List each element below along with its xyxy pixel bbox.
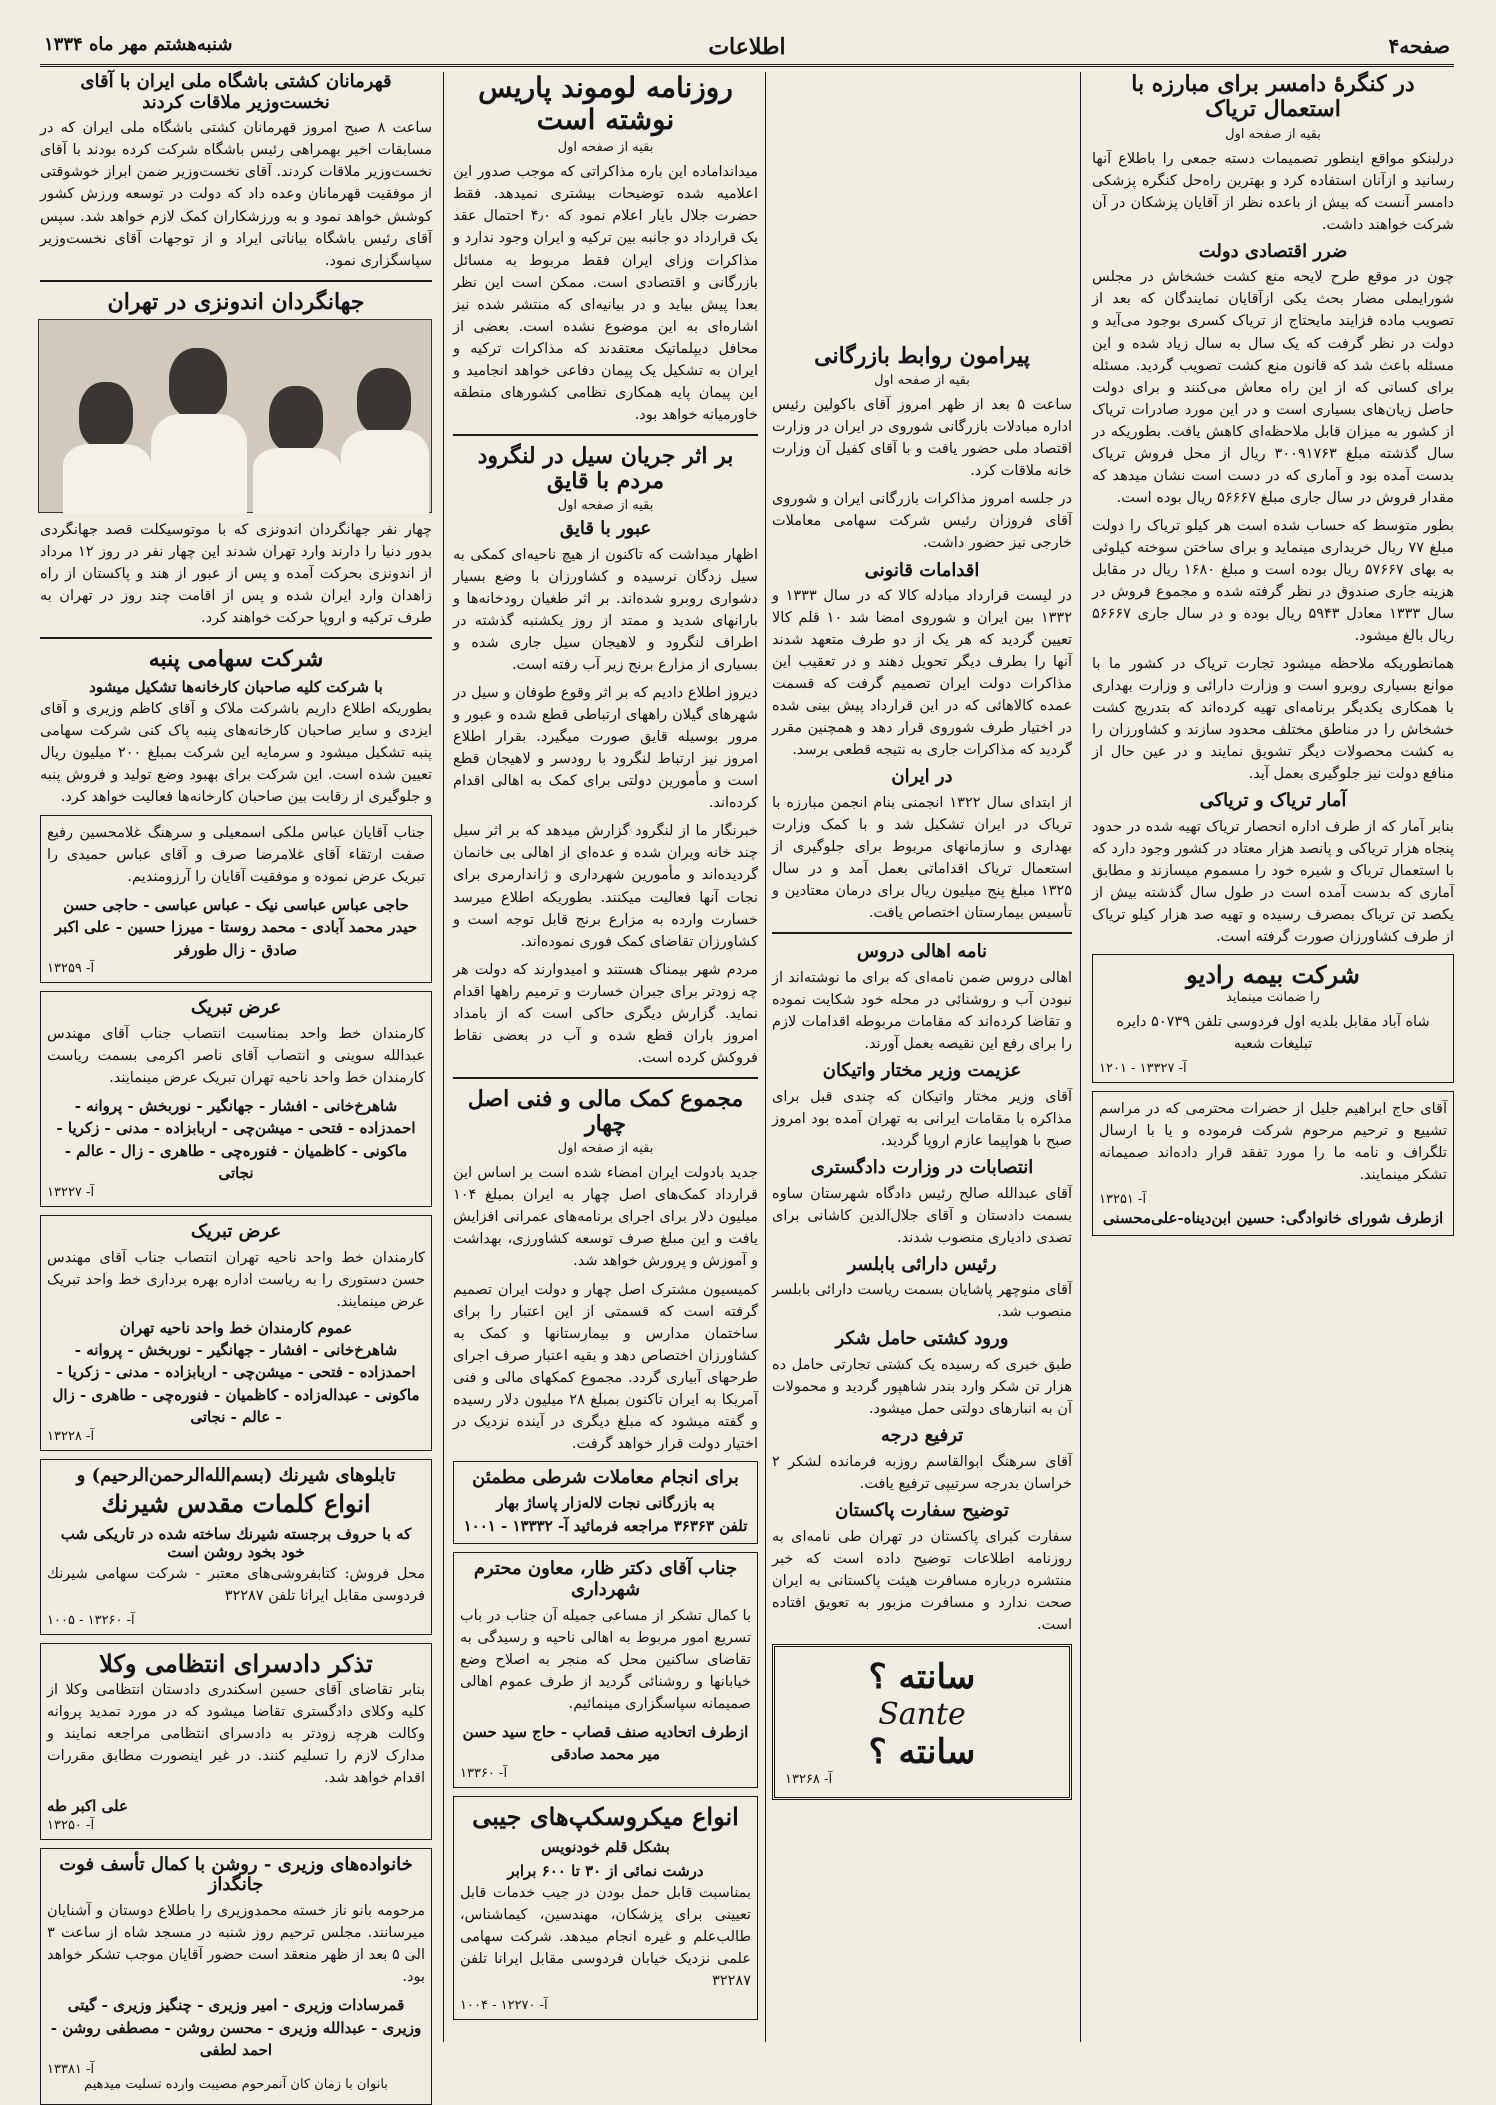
article-title-paris: روزنامه لوموند پاریس نوشته است [478, 71, 733, 137]
person-shirt [253, 448, 341, 514]
notice-tabrik-1 [40, 991, 432, 1207]
issue-date: شنبه‌هشتم مهر ماه ۱۳۳۴ [44, 34, 233, 55]
notice-text: آقای حاج ابراهیم جلیل از حضرات محترمی که در مراسم تشییع و ترحیم مرحوم شرکت فرموده و یا با ارسال تلگراف و نامه ما را مورد تفقد قرار داده‌اند صمیمانه تشکر مینمایند. [1099, 1100, 1447, 1183]
continued-note: بقیه از صفحه اول [557, 1141, 654, 1157]
section-heading: اقدامات قانونی [864, 559, 980, 581]
advert-title: شرکت بیمه رادیو [1186, 960, 1360, 989]
advert-microscope [453, 1796, 758, 2020]
continued-note: بقیه از صفحه اول [1225, 126, 1321, 142]
advert-subtitle: درشت نمائی از ۳۰ تا ۶۰۰ برابر [507, 1861, 704, 1880]
advert-subtitle: را ضمانت مینماید [1226, 989, 1320, 1005]
article-paragraph: دیروز اطلاع دادیم که بر اثر وقوع طوفان و سیل در شهرهای گیلان راههای ارتباطی قطع شده و عبور و مرور بوسیله قایق صورت میگیرد. بقرار اطلاع امروز نیز ارتباط لنگرود با رودسر و لاهیجان قطع است و مأمورین دولتی برای کمک به اهالی اقدام کرده‌اند. [453, 685, 758, 812]
article-paragraph: در جلسه امروز مذاکرات بازرگانی ایران و شوروی آقای فروزان رئیس شرکت سهامی معاملات خارجی نیز حضور داشت. [772, 491, 1072, 552]
advert-deal [453, 1461, 758, 1545]
person-face [269, 386, 323, 452]
article-paragraph: اهالی دروس ضمن نامه‌ای که برای ما نوشته‌اند از نبودن آب و روشنائی در محله خود شکایت نموده و تقاضا کرده‌اند که مقامات مربوطه اقدامات لازم را برای رفع این نقیصه بعمل آورند. [772, 970, 1072, 1053]
article-paragraph: بنابر آمار که از طرف اداره انحصار تریاک تهیه شده در حدود پنجاه هزار تریاکی و پانصد هزار معتاد در کشور وجود دارد که با استعمال تریاک و شیره خود را مسموم میسازند و مطابق آماری که بدست آمده است در طول سال گذشته بیش از یکصد تن تریاک بمصرف رسیده و تهیه صد هزار کیلو تریاک از طرف کشاورزان صورت گرفته است. [1092, 818, 1454, 945]
divider [772, 932, 1072, 934]
section-heading: ضرر اقتصادی دولت [1198, 240, 1348, 262]
article-paragraph: آقای عبدالله صالح رئیس دادگاه شهرستان ساوه بسمت دادستان و آقای جلال‌الدین کاشانی برای تصدی دادیاری منصوب شدند. [772, 1185, 1072, 1246]
article-paragraph: اظهار میداشت که تاکنون از هیچ ناحیه‌ای کمکی به سیل زدگان نرسیده و کشاورزان با وضع بسیار دشواری روبرو شده‌اند. بر اثر طغیان رودخانه‌ها و بارانهای شدید و ممتد از روز یکشنبه گذشته در اطراف لنگرود و لاهیجان سیل جاری شده و بسیاری از مزارع برنج زیر آب رفته است. [453, 547, 758, 674]
notice-title: تذکر دادسرای انتظامی وکلا [99, 1649, 373, 1679]
advert-text: بمناسبت قابل حمل بودن در جیب خدمات قابل تعیینی برای پزشکان، مهندسین، کیماشناس، طالب‌علم و غیره انجام میدهد. شرکت سهامی علمی نزدیک خیابان فردوسی مقابل ایرانا تلفن ۳۲۲۸۷ [460, 1884, 751, 1989]
advert-radio-insurance [1092, 954, 1454, 1083]
notice-names: حاجی عباس عباسی نیک - عباس عباسی - حاجی حسن حیدر محمد آبادی - محمد روستا - میرزا حسین - علی اکبر صادق - زال طورفر [54, 895, 418, 959]
divider [453, 434, 758, 436]
article-paragraph: کمیسیون مشترک اصل چهار و دولت ایران تصمیم گرفته است که قسمتی از این اعتبار را برای ساختمان مدارس و بیمارستانها و کمک به کشاورزان اختصاص دهد و بقیه اعتبار صرف اجرای طرحهای آبیاری گردد. مجموع کمکهای مالی و فنی آمریکا به ایران تاکنون بمبلغ ۲۸ میلیون دلار رسیده و گفته میشود که مبلغ دیگری در آینده نزدیک در اختیار دولت قرار خواهد گرفت. [453, 1281, 758, 1452]
article-subtitle: با شرکت کلیه صاحبان کارخانه‌ها تشکیل میشود [89, 678, 383, 697]
article-paragraph: بطور متوسط که حساب شده است هر کیلو تریاک را دولت مبلغ ۷۷ ریال خریداری مینماید و برای ساختن سوخته کیلوئی به بهای ۵۷۶۶۷ ریال بوده است و مبلغ ۱۶۸۰ ریال در مقابل هزینه جاری صندوق در نظر گرفته شده و مجموع فروش در سال ۱۳۳۳ معادل ۵۹۴۳ ریال بوده و در سال جاری ۵۶۶۶۷ ریال بالغ میشود. [1092, 517, 1455, 644]
ad-code: آ- ۱۳۲۵۰ [47, 1817, 95, 1833]
notice-signature: ازطرف اتحادیه صنف قصاب - حاج سید حسن میر محمد صادقی [462, 1722, 749, 1764]
section-heading: عبور با قایق [559, 518, 652, 540]
section-heading: در ایران [891, 766, 953, 788]
notice-names: شاهرخ‌خانی - افشار - جهانگیر - نوربخش - پروانه - احمدزاده - فتحی - میشن‌چی - اربابزاده - مدنی - زکریا - ماکونی - عبداله‌زاده - کاظمیان - فنوره‌چی - طاهری - زال - عالم - نجاتی [52, 1340, 420, 1427]
article-paragraph: سفارت کبرای پاکستان در تهران طی نامه‌ای به روزنامه اطلاعات توضیح داده است که خبر منتشره درباره مسافرت هیئت پاکستانی به ایران صحت ندارد و مسافرت مزبور به تعویق افتاده است. [772, 1528, 1072, 1633]
notice-text: بنابر تقاضای آقای حسین اسکندری دادستان انتظامی وکلا از کلیه وکلای دادگستری تقاضا میشود که در مورد تمدید پروانه وکالت هرچه زودتر به دادسرای انتظامی مراجعه نمایند و مدارک لازم را تسلیم کنند. در غیر اینصورت مطابق مقررات اقدام خواهد شد. [47, 1682, 425, 1787]
notice-text: جناب آقایان عباس ملکی اسمعیلی و سرهنگ غلامحسین رفیع صفت ارتقاء آقای غلامرضا صرف و آقای عباس حمیدی را تبریک عرض نموده و موفقیت آقایان را آرزومندیم. [47, 824, 425, 885]
article-title-markets: پیرامون روابط بازرگانی [814, 343, 1030, 369]
article-paragraph: طبق خبری که رسیده یک کشتی تجارتی حامل ده هزار تن شکر وارد بندر شاهپور گردید و محمولات آن به انبارهای دولتی حمل میشود. [772, 1357, 1072, 1418]
article-title-aid: مجموع کمک مالی و فنی اصل چهار [467, 1085, 744, 1138]
ad-code: آ- ۱۳۲۲۷ [47, 1184, 95, 1200]
notice-thanks-deputy [453, 1552, 758, 1788]
page-number: صفحه۴ [1388, 34, 1450, 58]
ad-code: آ- ۱۳۳۲۷ - ۱۲۰۱ [1099, 1060, 1187, 1076]
notice-title: عرض تبریک [190, 1220, 282, 1242]
notice-tabrik-2 [40, 1215, 432, 1451]
article-paragraph: بطوریکه اطلاع داریم باشرکت ملاک و آقای کاظم وزیری و آقای ایزدی و سایر صاحبان کارخانه‌های پنبه پاک کنی شرکت سهامی پنبه تشکیل میشود و سرمایه این شرکت بمبلغ ۲۰۰ میلیون ریال تعیین شده است. این شرکت برای بهبود وضع تولید و فروش پنبه و جلوگیری از رقابت بین صاحبان کارخانه‌ها فعالیت خواهد کرد. [40, 701, 432, 806]
article-title-minister: عزیمت وزیر مختار واتیکان [822, 1060, 1022, 1082]
column-3 [453, 72, 758, 2042]
person-face [169, 348, 227, 418]
notice-signature: ازطرف شورای خانوادگی: حسین ابن‌دیناه-علی‌محسنی [1102, 1208, 1444, 1227]
ad-code: آ- ۱۲۲۷۰ - ۱۰۰۴ [460, 1997, 548, 2013]
column-2 [772, 72, 1072, 2042]
article-title-letter: نامه اهالی دروس [856, 941, 988, 963]
advert-text: شاه آباد مقابل بلدیه اول فردوسی تلفن ۵۰۷۳۹ دایره تبلیغات شعبه [1116, 1013, 1430, 1052]
divider [453, 1077, 758, 1079]
notice-thanks [1092, 1091, 1454, 1237]
ad-code: آ- ۱۳۲۵۱ [1099, 1191, 1147, 1207]
ad-code: آ- ۱۳۲۲۸ [47, 1428, 95, 1444]
notice-footnote: بانوان با زمان کان آنمرحوم مصیبت وارده تسلیت میدهیم [84, 2076, 388, 2092]
ad-code: آ- ۱۳۲۶۰ - ۱۰۰۵ [47, 1613, 135, 1629]
notice-text: کارمندان خط واحد بمناسبت انتصاب جناب آقای مهندس عبدالله سوینی و انتصاب آقای ناصر اکرمی بسمت ریاست کارمندان خط واحد ناحیه تهران تبریک عرض مینمایند. [47, 1025, 425, 1086]
masthead [40, 28, 1454, 67]
article-paragraph: از ابتدای سال ۱۳۲۲ انجمنی بنام انجمن مبارزه با تریاک در ایران تشکیل شد و با کمک وزارت بهداری و سازمانهای مربوط برای جلوگیری از استعمال تریاک اقداماتی بعمل آمد و در سال ۱۳۲۵ مبلغ پنج میلیون ریال برای درمان معتادین و تأسیس بیمارستان اختصاص یافت. [772, 795, 1072, 922]
ad-code: آ- ۱۳۲۶۸ [785, 1771, 833, 1787]
notice-title: خانواده‌های وزیری - روشن با کمال تأسف فوت جانگداز [59, 1853, 413, 1896]
sante-latin: Sante [878, 1696, 966, 1732]
advert-title-2: انواع کلمات مقدس شیرنك [101, 1489, 371, 1519]
column-rule [443, 72, 444, 2042]
advert-text: که با حروف برجسته شیرنك ساخته شده در تاریکی شب خود بخود روشن است [60, 1525, 412, 1562]
article-title-flood: بر اثر جریان سیل در لنگرود مردم با قایق [477, 442, 734, 495]
article-title-tobacco: در کنگره‌ٔ دامسر برای مبارزه با استعمال تریاک [1131, 71, 1415, 123]
article-title-promotion: ترفیع درجه [880, 1425, 964, 1447]
sante-question: سانته ؟ [868, 1656, 976, 1697]
article-paragraph: چون در موقع طرح لایحه منع کشت خشخاش در مجلس شورایملی مضار بحث یکی ازآقایان نمایندگان که بعد از تصویب ماده فزایند مایحتاج از تریاک کسری بوجود می‌آید و دولت در نظر گرفت که یک سال به سال زیاد شده و این مسئله باعث شد که قانون منع کشت تصویب گردید. مسئله برای کسانی که از این راه معاش می‌کنند و برای دولت حاصل زیان‌های بسیاری است و در این مورد صادرات تریاک از کشور به میزان قابل ملاحظه‌ای کاهش یافت. بطوریکه در سال گذشته مبلغ ۳۰۰۹۱۷۶۳ ریال از محل فروش تریاک بدست آمده بود و آماری که در دست است نشان میدهد که مقدار فروش در سال جاری مبلغ ۵۶۶۶۷ ریال بوده است. [1092, 269, 1454, 506]
column-1 [1092, 72, 1454, 2042]
article-paragraph: درلبنکو مواقع اینطور تصمیمات دسته جمعی را باطلاع آنها رسانید و ازآنان استفاده کرد و بهترین راه‌حل کنگره پزشکی دامسر آنست که بیش از باعده نظر از آقایان پزشکان در آن شرکت خواهند داشت. [1092, 150, 1454, 233]
divider [40, 637, 432, 639]
column-4 [40, 71, 432, 2092]
ad-code: آ- ۱۳۳۶۰ [460, 1765, 508, 1781]
column-rule [765, 72, 766, 2042]
notice-signature: علی اکبر طه [47, 1797, 128, 1816]
notice-congrats [40, 815, 432, 984]
column-2-top-spacer [772, 72, 1072, 344]
notice-text: کارمندان خط واحد ناحیه تهران انتصاب جناب آقای مهندس حسن دستوری را به ریاست اداره بهره برداری خط واحد تبریک عرض مینمایند. [47, 1249, 425, 1310]
article-paragraph: آقای منوچهر پاشایان بسمت ریاست دارائی بابلسر منصوب شد. [772, 1282, 1072, 1321]
advert-text: به بازرگانی نجات لاله‌زار پاساژ بهار [496, 1494, 715, 1513]
continued-note: بقیه از صفحه اول [557, 498, 654, 514]
article-title-wrestlers: قهرمانان کشتی باشگاه ملی ایران با آقای نخست‌وزیر ملاقات کردند [80, 71, 392, 113]
article-paragraph: مردم شهر بیمناک هستند و امیدوارند که دولت هر چه زودتر برای جبران خسارت و ترمیم راهها اقدام نماید. گزارش دیگری حاکی است که از بامداد امروز باران قطع شده و آب در بعضی نقاط فروکش کرده است. [453, 961, 758, 1066]
notice-text: با کمال تشکر از مساعی جمیله آن جناب در باب تسریع امور مربوط به اهالی ناحیه و رسیدگی به تقاضای ساکنین محل که منجر به اصلاح وضع خیابانها و روشنائی گردید از طرف عموم اهالی صمیمانه سپاسگزاری مینمائیم. [460, 1607, 751, 1712]
article-title-arrival: ورود کشتی حامل شکر [835, 1328, 1009, 1350]
notice-bar-association [40, 1643, 432, 1839]
article-title-chief: رئیس دارائی بابلسر [847, 1253, 997, 1275]
tourists-photo [38, 319, 432, 513]
advert-title: تابلوهای شیرنك (بسم‌الله‌الرحمن‌الرحیم) و [76, 1464, 396, 1486]
notice-names: شاهرخ‌خانی - افشار - جهانگیر - نوربخش - پروانه - احمدزاده - فتحی - میشن‌چی - اربابزاده - مدنی - زکریا - ماکونی - کاظمیان - فنوره‌چی - طاهری - زال - عالم - نجاتی [56, 1096, 416, 1183]
photo-caption: چهار نفر جهانگردان اندونزی که با موتوسیکلت قصد جهانگردی بدور دنیا را دارند وارد تهران شدند این چهار نفر در روز ۱۲ مرداد از اندونزی بحرکت آمده و پس از عبور از هند و پاکستان از راه زاهدان وارد ایران شده و پس از اقامت چند روز در تهران به طرف ترکیه و اروپا حرکت خواهند کرد. [40, 521, 432, 627]
person-shirt [341, 430, 429, 514]
person-face [357, 368, 411, 434]
advert-phone: تلفن ۳۶۳۶۳ مراجعه فرمائید آ- ۱۳۳۳۲ - ۱۰۰۱ [463, 1516, 748, 1535]
article-paragraph: آقای وزیر مختار واتیکان که چندی قبل برای مذاکره با مقامات ایرانی به تهران آمده بود امروز صبح با هواپیما عازم اروپا گردید. [772, 1088, 1072, 1149]
paper-name: اطلاعات [708, 34, 786, 60]
notice-text: مرحومه بانو ناز خسته محمدوزیری را باطلاع دوستان و آشنایان میرسانند. مجلس ترحیم روز شنبه در مسجد شاه از ساعت ۳ الی ۵ بعد از ظهر منعقد است حضور آقایان موجب تشکر خواهد بود. [47, 1903, 425, 1986]
column-rule [1080, 72, 1081, 2042]
article-paragraph: میدانداماده این باره مذاکراتی که موجب صدور این اعلامیه شده توضیحات بیشتری نمیدهد. فقط حضرت جلال بایار اعلام نمود که ۴٫۰ احتمال عقد یک قرارداد دو جانبه بین ترکیه و ایران وجود ندارد و مذاکرات وزای ایران فقط مربوط به مسائل بازرگانی و اقتصادی است. ممکن است این نظر بعدا پیش بیاید و در بیانیه‌ای که منتشر شده نیز اشاره‌ای به این موضوع نشده است. بعضی از محافل دیپلماتیک معتقدند که مذاکرات ترکیه و ایران به تشکیل یک پیمان دفاعی خواهد انجامید و این پیمان پایه همکاری نظامی کشورهای منطقه خاورمیانه خواهد بود. [453, 164, 758, 423]
person-shirt [63, 444, 151, 514]
notice-names: قمرسادات وزیری - امیر وزیری - چنگیز وزیری - گیتی وزیری - عبدالله وزیری - محسن روشن - مصطفی روشن - احمد لطفی [50, 1996, 422, 2060]
article-paragraph: ساعت ۸ صبح امروز قهرمانان کشتی باشگاه ملی ایران که در مسابقات اخیر بهمراهی رئیس باشگاه شرکت کرده بودند با آقای نخست‌وزیر ملاقات کردند. آقای نخست‌وزیر ضمن ابراز خوشوقتی از موفقیت قهرمانان وعده داد که دولت در توسعه ورزش کشور کوشش خواهد نمود و به ورزشکاران کمک لازم خواهد شد. سپس آقای رئیس باشگاه بیاناتی ایراد و از توجهات آقای نخست‌وزیر سپاسگزاری نمود. [40, 120, 432, 269]
newspaper-page [40, 28, 1455, 2092]
article-title-cotton: شرکت سهامی پنبه [148, 646, 324, 673]
advert-title: برای انجام معاملات شرطی مطمئن [472, 1466, 739, 1488]
sante-big: سانته ؟ [868, 1731, 976, 1772]
advert-title: انواع میکروسکپ‌های جیبی [472, 1801, 739, 1831]
advert-sante [772, 1644, 1072, 1800]
divider [40, 280, 432, 282]
continued-note: بقیه از صفحه اول [557, 140, 654, 156]
article-paragraph: ساعت ۵ بعد از ظهر امروز آقای باکولین رئیس اداره مبادلات بازرگانی شوروی در ایران در وزارت اقتصاد ملی حضور یافت و با آقای کفیل آن وزارت خانه ملاقات کرد. [772, 397, 1072, 480]
person-face [79, 382, 133, 448]
ad-code: آ- ۱۳۲۵۹ [47, 961, 95, 977]
advert-subtitle: بشکل قلم خودنویس [541, 1837, 670, 1856]
article-paragraph: آقای سرهنگ ابوالقاسم روزبه فرمانده لشکر ۲ خراسان بدرجه سرتیپی ترفیع یافت. [772, 1453, 1072, 1492]
advert-text: محل فروش: کتابفروشی‌های معتبر - شرکت سهامی شیرنك فردوسی مقابل ایرانا تلفن ۳۲۲۸۷ [47, 1566, 425, 1605]
article-title-appointments: انتصابات در وزارت دادگستری [810, 1156, 1034, 1178]
ad-code: آ- ۱۳۳۸۱ [47, 2061, 95, 2077]
notice-title: جناب آقای دکتر ظار، معاون محترم شهرداری [473, 1558, 738, 1601]
article-paragraph: همانطوریکه ملاحظه میشود تجارت تریاک در کشور ما با موانع بسیاری روبرو است و وزارت دارائی و وزارت بهداری با همکاری یکدیگر برنامه‌ای تهیه کرده‌اند که بتدریج کشت خشخاش را در مناطق مختلف محدود سازند و کشاورزان را به کشت محصولات دیگر تشویق نمایند و در عین حال از منافع دولت نیز جلوگیری بعمل آید. [1092, 655, 1454, 783]
article-title-pakistan: توضیح سفارت پاکستان [835, 1499, 1009, 1521]
article-paragraph: جدید بادولت ایران امضاء شده است بر اساس این قرارداد کمک‌های اصل چهار به ایران بمبلغ ۱۰۴ میلیون دلار برای اجرای برنامه‌های عمرانی افزایش یافت و این مبلغ صرف توسعه کشاورزی، بهداشت و آموزش و پرورش خواهد شد. [453, 1165, 758, 1270]
notice-condolence [40, 1848, 432, 2105]
advert-tablets [40, 1459, 432, 1636]
continued-note: بقیه از صفحه اول [874, 373, 970, 389]
article-paragraph: در لیست قرارداد مبادله کالا که در سال ۱۳۳۳ و ۱۳۳۲ بین ایران و شوروی امضا شد ۱۰ قلم کالا تعیین گردید که هر یک از دو طرف متعهد شدند آنها را بطرف دیگر تحویل دهند و در تعقیب این مذاکرات دولت ایران تصمیم گرفت که قسمت عمده کالاهائی که در این قرارداد پیش بینی شده در اختیار طرف شوروی قرار دهد و همچنین مقرر گردید که مذاکرات جاری به نتیجه قطعی برسد. [772, 588, 1072, 759]
notice-title: عرض تبریک [190, 997, 282, 1019]
article-paragraph: خبرنگار ما از لنگرود گزارش میدهد که بر اثر سیل چند خانه ویران شده و عده‌ای از اهالی بی خانمان گردیده‌اند و مأمورین شهرداری و ژاندارمری برای نجات آنها فعالیت میکنند. بطوریکه اطلاع میرسد خسارت وارده به مزارع برنج قابل توجه است و کشاورزان تقاضای کمک فوری نموده‌اند. [453, 823, 758, 950]
section-heading: آمار تریاک و تریاکی [1199, 790, 1347, 812]
article-title-tourists: جهانگردان اندونزی در تهران [107, 288, 365, 315]
person-shirt [151, 414, 247, 514]
notice-heading: عموم کارمندان خط واحد ناحیه تهران [119, 1318, 353, 1337]
